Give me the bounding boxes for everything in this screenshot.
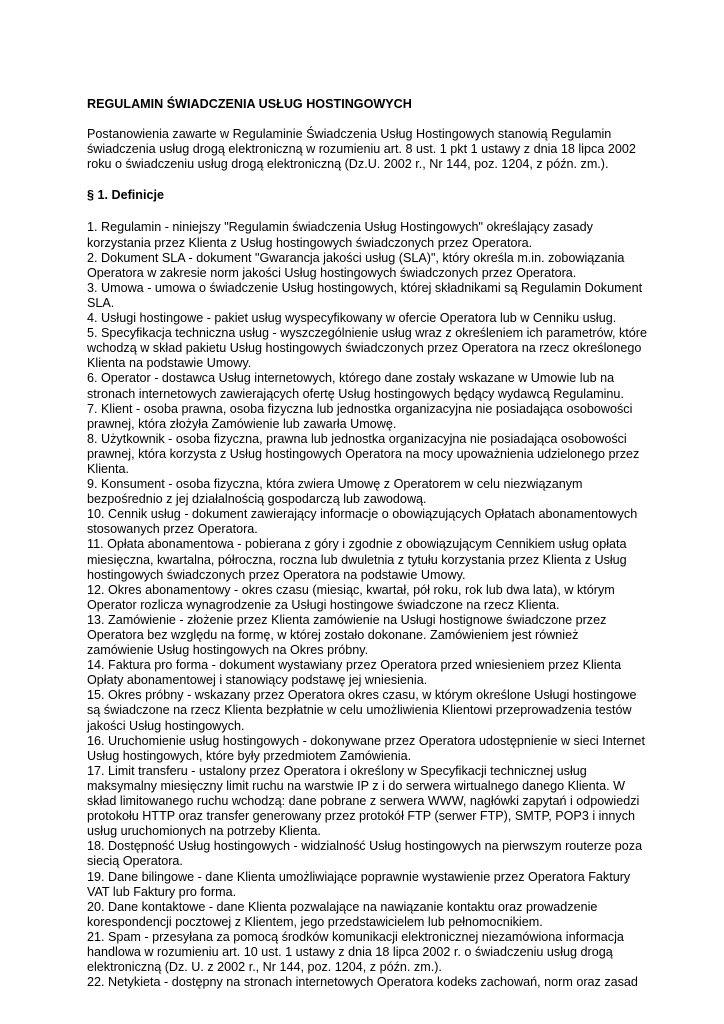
document-title: REGULAMIN ŚWIADCZENIA USŁUG HOSTINGOWYCH bbox=[87, 97, 412, 111]
section-heading: § 1. Definicje bbox=[87, 188, 164, 203]
definition-item: 10. Cennik usług - dokument zawierający informacje o obowiązujących Opłatach abonamentowych stosowanych przez Operatora. bbox=[87, 507, 638, 537]
definition-item: 8. Użytkownik - osoba fizyczna, prawna lub jednostka organizacyjna nie posiadająca osobowości prawnej, która korzysta z Usług hostingowych Operatora na mocy upoważnienia udzielonego przez Klienta. bbox=[87, 431, 640, 476]
definition-item: 5. Specyfikacja techniczna usług - wyszczególnienie usług wraz z określeniem ich parametrów, które wchodzą w skład pakietu Usług hostingowych świadczonych przez Operatora na rzecz określonego Klienta na podstawie Umowy. bbox=[87, 326, 647, 371]
definition-item: 22. Netykieta - dostępny na stronach internetowych Operatora kodeks zachowań, norm oraz zasad bbox=[87, 975, 638, 990]
definition-item: 16. Uruchomienie usług hostingowych - dokonywane przez Operatora udostępnienie w sieci Internet Usług hostingowych, które były przedmiotem Zamówienia. bbox=[87, 733, 645, 763]
definition-item: 11. Opłata abonamentowa - pobierana z góry i zgodnie z obowiązującym Cennikiem usług opłata miesięczna, kwartalna, półroczna, roczna lub dwuletnia z tytułu korzystania przez Klienta z Usług hostingowych świadczonych przez Operatora na podstawie Umowy. bbox=[87, 537, 627, 582]
document-page bbox=[87, 97, 647, 990]
definition-item: 6. Operator - dostawca Usług internetowych, którego dane zostały wskazane w Umowie lub na stronach internetowych zawierających ofertę Usług hostingowych będący wydawcą Regulaminu. bbox=[87, 371, 624, 401]
definition-item: 17. Limit transferu - ustalony przez Operatora i określony w Specyfikacji technicznej usług maksymalny miesięczny limit ruchu na warstwie IP z i do serwera wirtualnego danego Klienta. W skład limitowanego ruchu wchodzą: dane pobrane z serwera WWW, nagłówki zapytań i odpowiedzi protokołu HTTP oraz transfer generowany przez protokół FTP (serwer FTP), SMTP, POP3 i innych usług uruchomionych na potrzeby Klienta. bbox=[87, 763, 640, 839]
intro-paragraph: Postanowienia zawarte w Regulaminie Świadczenia Usług Hostingowych stanowią Regulamin świadczenia usług drogą elektroniczną w rozumieniu art. 8 ust. 1 pkt 1 ustawy z dnia 18 lipca 2002 roku o świadczeniu usług drogą elektroniczną (Dz.U. 2002 r., Nr 144, poz. 1204, z późn. zm.). bbox=[87, 127, 636, 172]
definition-item: 20. Dane kontaktowe - dane Klienta pozwalające na nawiązanie kontaktu oraz prowadzenie korespondencji pocztowej z Klientem, jego przedstawicielem lub pełnomocnikiem. bbox=[87, 899, 598, 929]
definition-item: 7. Klient - osoba prawna, osoba fizyczna lub jednostka organizacyjna nie posiadająca osobowości prawnej, która złożyła Zamówienie lub zawarła Umowę. bbox=[87, 401, 633, 431]
definition-item: 3. Umowa - umowa o świadczenie Usług hostingowych, której składnikami są Regulamin Dokument SLA. bbox=[87, 280, 643, 310]
definition-item: 15. Okres próbny - wskazany przez Operatora okres czasu, w którym określone Usługi hostingowe są świadczone na rzecz Klienta bezpłatnie w celu umożliwienia Klientowi przeprowadzenia testów jakości Usług hostingowych. bbox=[87, 688, 637, 733]
definition-item: 14. Faktura pro forma - dokument wystawiany przez Operatora przed wniesieniem przez Klienta Opłaty abonamentowej i stanowiący podstawę jej wniesienia. bbox=[87, 658, 622, 688]
definition-item: 19. Dane bilingowe - dane Klienta umożliwiające poprawnie wystawienie przez Operatora Faktury VAT lub Faktury pro forma. bbox=[87, 869, 631, 899]
definition-item: 18. Dostępność Usług hostingowych - widzialność Usług hostingowych na pierwszym routerze poza siecią Operatora. bbox=[87, 839, 643, 869]
definition-item: 4. Usługi hostingowe - pakiet usług wyspecyfikowany w ofercie Operatora lub w Cenniku usług. bbox=[87, 311, 617, 326]
definition-item: 2. Dokument SLA - dokument "Gwarancja jakości usług (SLA)", który określa m.in. zobowiązania Operatora w zakresie norm jakości Usług hostingowych świadczonych przez Operatora. bbox=[87, 250, 625, 280]
definition-item: 21. Spam - przesyłana za pomocą środków komunikacji elektronicznej niezamówiona informacja handlowa w rozumieniu art. 10 ust. 1 ustawy z dnia 18 lipca 2002 r. o świadczeniu usług drogą elektroniczną (Dz. U. z 2002 r., Nr 144, poz. 1204, z późn. zm.). bbox=[87, 929, 624, 975]
definitions-list bbox=[87, 220, 647, 990]
definition-item: 9. Konsument - osoba fizyczna, która zwiera Umowę z Operatorem w celu niezwiązanym bezpośrednio z jej działalnością gospodarczą lub zawodową. bbox=[87, 477, 583, 507]
definition-item: 1. Regulamin - niniejszy "Regulamin świadczenia Usług Hostingowych" określający zasady korzystania przez Klienta z Usług hostingowych świadczonych przez Operatora. bbox=[87, 220, 593, 250]
definition-item: 12. Okres abonamentowy - okres czasu (miesiąc, kwartał, pół roku, rok lub dwa lata), w którym Operator rozlicza wynagrodzenie za Usługi hostingowe świadczone na rzecz Klienta. bbox=[87, 582, 615, 612]
definition-item: 13. Zamówienie - złożenie przez Klienta zamówienie na Usługi hostignowe świadczone przez Operatora bez względu na formę, w której zostało dokonane. Zamówieniem jest również zamówienie Usług hostingowych na Okres próbny. bbox=[87, 612, 607, 658]
